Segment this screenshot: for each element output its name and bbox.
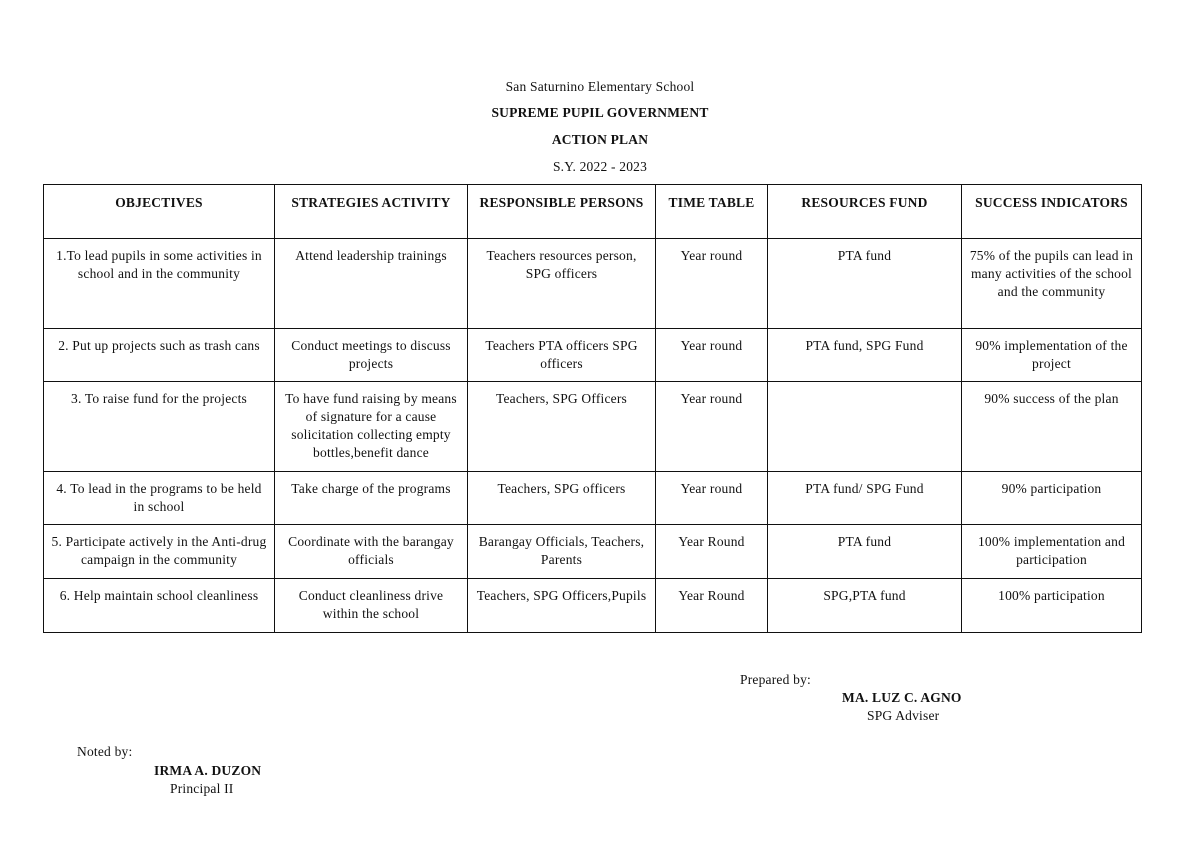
school-name: San Saturnino Elementary School — [505, 79, 695, 94]
responsible-cell: Teachers, SPG Officers,Pupils — [468, 579, 656, 633]
indicator-cell: 90% participation — [962, 472, 1142, 525]
strategy-cell: Conduct cleanliness drive within the school — [275, 579, 468, 633]
timetable-cell: Year round — [656, 239, 768, 329]
noted-by-name: IRMA A. DUZON — [154, 763, 262, 778]
school-year: S.Y. 2022 - 2023 — [552, 159, 648, 174]
action-plan-table — [43, 184, 1142, 633]
fund-cell: PTA fund/ SPG Fund — [768, 472, 962, 525]
column-header-fund: RESOURCES FUND — [768, 185, 962, 239]
table-row — [44, 329, 1142, 382]
objective-cell: 5. Participate actively in the Anti-drug campaign in the community — [44, 525, 275, 579]
indicator-cell: 100% participation — [962, 579, 1142, 633]
table-row — [44, 239, 1142, 329]
fund-cell: PTA fund, SPG Fund — [768, 329, 962, 382]
strategy-cell: Coordinate with the barangay officials — [275, 525, 468, 579]
objective-cell: 2. Put up projects such as trash cans — [44, 329, 275, 382]
table-header-row — [44, 185, 1142, 239]
table-row — [44, 525, 1142, 579]
table-row — [44, 382, 1142, 472]
noted-by-label: Noted by: — [77, 744, 133, 759]
objective-cell: 1.To lead pupils in some activities in school and in the community — [44, 239, 275, 329]
objective-cell: 3. To raise fund for the projects — [44, 382, 275, 472]
objective-cell: 4. To lead in the programs to be held in school — [44, 472, 275, 525]
timetable-cell: Year Round — [656, 525, 768, 579]
organization-name: SUPREME PUPIL GOVERNMENT — [491, 105, 709, 120]
document-title: ACTION PLAN — [551, 132, 649, 147]
noted-by-title: Principal II — [170, 781, 234, 796]
timetable-cell: Year round — [656, 329, 768, 382]
strategy-cell: To have fund raising by means of signature for a cause solicitation collecting empty bottles,benefit dance — [275, 382, 468, 472]
prepared-by-name: MA. LUZ C. AGNO — [842, 690, 962, 705]
indicator-cell: 100% implementation and participation — [962, 525, 1142, 579]
column-header-timetable: TIME TABLE — [656, 185, 768, 239]
column-header-objectives: OBJECTIVES — [44, 185, 275, 239]
responsible-cell: Teachers, SPG Officers — [468, 382, 656, 472]
fund-cell: SPG,PTA fund — [768, 579, 962, 633]
prepared-by-label: Prepared by: — [740, 672, 812, 687]
table-row — [44, 472, 1142, 525]
responsible-cell: Barangay Officials, Teachers, Parents — [468, 525, 656, 579]
strategy-cell: Conduct meetings to discuss projects — [275, 329, 468, 382]
indicator-cell: 90% implementation of the project — [962, 329, 1142, 382]
column-header-indicators: SUCCESS INDICATORS — [962, 185, 1142, 239]
timetable-cell: Year round — [656, 382, 768, 472]
timetable-cell: Year round — [656, 472, 768, 525]
responsible-cell: Teachers, SPG officers — [468, 472, 656, 525]
responsible-cell: Teachers PTA officers SPG officers — [468, 329, 656, 382]
strategy-cell: Take charge of the programs — [275, 472, 468, 525]
column-header-strategies: STRATEGIES ACTIVITY — [275, 185, 468, 239]
prepared-by-title: SPG Adviser — [867, 708, 940, 723]
indicator-cell: 75% of the pupils can lead in many activities of the school and the community — [962, 239, 1142, 329]
fund-cell: PTA fund — [768, 525, 962, 579]
column-header-responsible: RESPONSIBLE PERSONS — [468, 185, 656, 239]
indicator-cell: 90% success of the plan — [962, 382, 1142, 472]
fund-cell: PTA fund — [768, 239, 962, 329]
objective-cell: 6. Help maintain school cleanliness — [44, 579, 275, 633]
table-row — [44, 579, 1142, 633]
responsible-cell: Teachers resources person, SPG officers — [468, 239, 656, 329]
timetable-cell: Year Round — [656, 579, 768, 633]
strategy-cell: Attend leadership trainings — [275, 239, 468, 329]
fund-cell — [768, 382, 962, 472]
